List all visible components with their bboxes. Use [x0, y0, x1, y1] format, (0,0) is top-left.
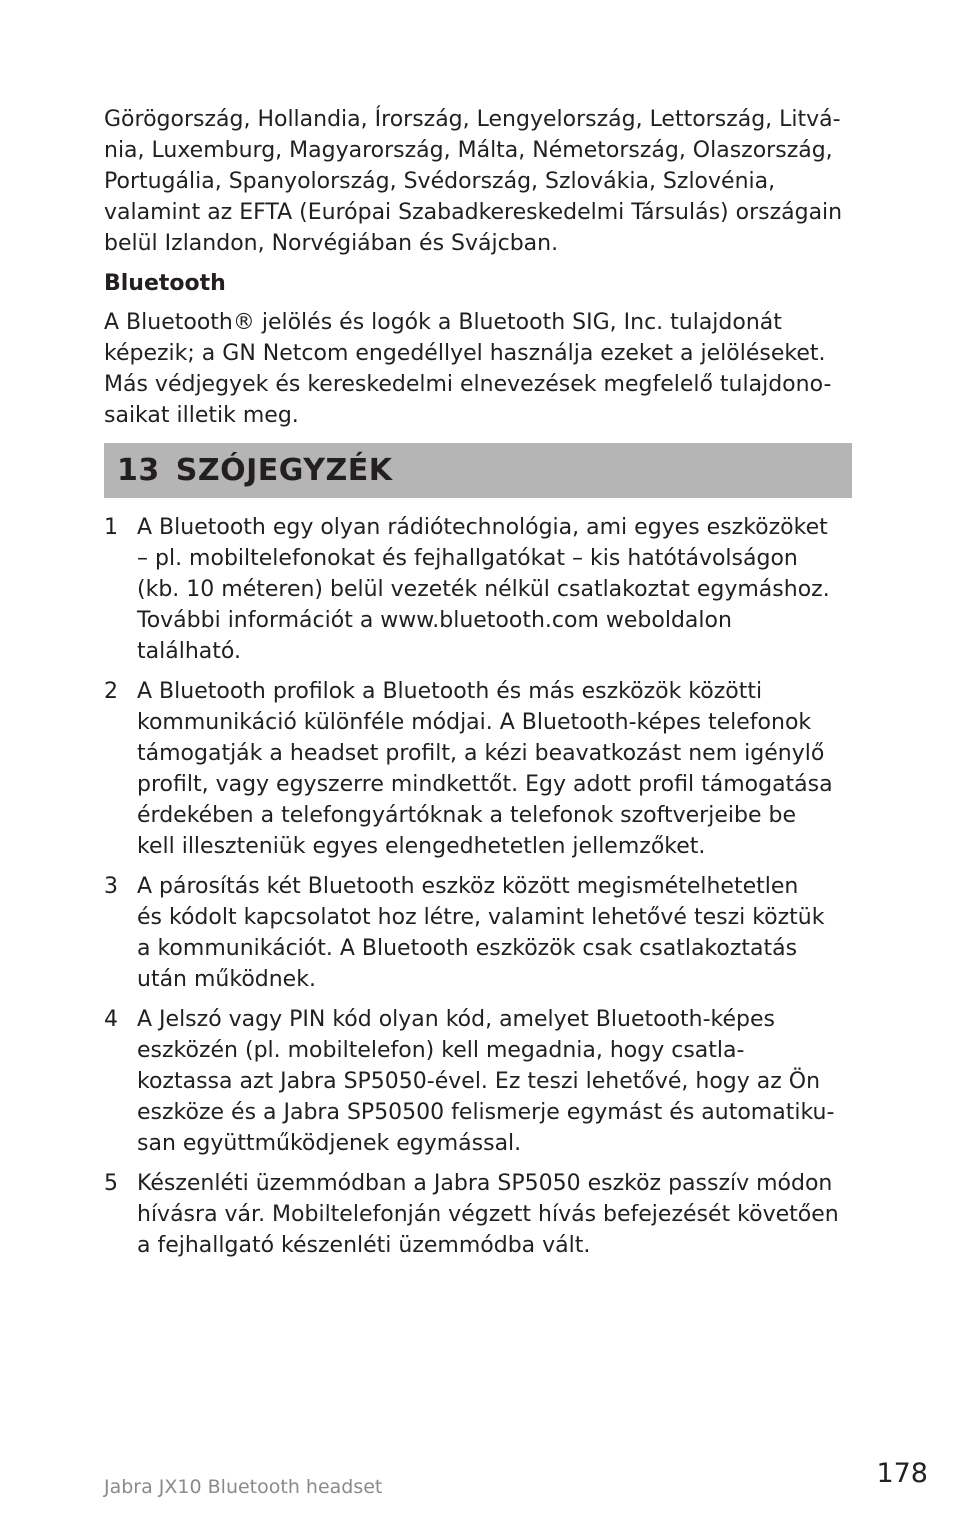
- glossary-line: (kb. 10 méteren) belül vezeték nélkül csatlakoztat egymáshoz.: [137, 577, 830, 602]
- glossary-line: A Bluetooth egy olyan rádiótechnológia, ami egyes eszközöket: [137, 515, 828, 540]
- glossary-line: profilt, vagy egyszerre mindkettőt. Egy adott profil támogatása: [137, 772, 833, 797]
- intro-line: Görögország, Hollandia, Írország, Lengyelország, Lettország, Litvá-: [104, 107, 841, 132]
- glossary-line: érdekében a telefongyártóknak a telefonok szoftverjeibe be: [137, 803, 796, 828]
- bluetooth-line: Más védjegyek és kereskedelmi elnevezések megfelelő tulajdono-: [104, 372, 832, 397]
- glossary-line: kell illeszteniük egyes elengedhetetlen jellemzőket.: [137, 834, 706, 859]
- glossary-item-text: [137, 871, 852, 995]
- bluetooth-heading: Bluetooth: [104, 271, 226, 296]
- intro-paragraph: [104, 104, 852, 259]
- glossary-item: [104, 871, 852, 995]
- intro-line: nia, Luxemburg, Magyarország, Málta, Németország, Olaszország,: [104, 138, 833, 163]
- glossary-line: További információt a www.bluetooth.com weboldalon: [137, 608, 732, 633]
- section-number: 13: [117, 453, 160, 488]
- glossary-item-text: [137, 676, 852, 862]
- glossary-line: támogatják a headset profilt, a kézi beavatkozást nem igénylő: [137, 741, 825, 766]
- glossary-item: [104, 676, 852, 862]
- glossary-line: található.: [137, 639, 241, 664]
- glossary-line: eszközén (pl. mobiltelefon) kell megadnia, hogy csatla-: [137, 1038, 745, 1063]
- intro-line: Portugália, Spanyolország, Svédország, Szlovákia, Szlovénia,: [104, 169, 776, 194]
- section-title: [117, 453, 392, 488]
- bluetooth-paragraph: [104, 307, 852, 431]
- glossary-line: A Jelszó vagy PIN kód olyan kód, amelyet Bluetooth-képes: [137, 1007, 775, 1032]
- bluetooth-line: saikat illetik meg.: [104, 403, 299, 428]
- page-number: 178: [876, 1458, 928, 1489]
- glossary-item: [104, 1004, 852, 1159]
- bluetooth-line: képezik; a GN Netcom engedéllyel használja ezeket a jelöléseket.: [104, 341, 826, 366]
- glossary-line: eszköze és a Jabra SP50500 felismerje egymást és automatiku-: [137, 1100, 835, 1125]
- glossary-line: Készenléti üzemmódban a Jabra SP5050 eszköz passzív módon: [137, 1171, 833, 1196]
- glossary-line: a fejhallgató készenléti üzemmódba vált.: [137, 1233, 591, 1258]
- intro-line: belül Izlandon, Norvégiában és Svájcban.: [104, 231, 559, 256]
- section-title-text: SZÓJEGYZÉK: [175, 453, 393, 488]
- glossary-item-text: [137, 1168, 852, 1261]
- glossary-line: a kommunikációt. A Bluetooth eszközök csak csatlakoztatás: [137, 936, 798, 961]
- glossary-line: és kódolt kapcsolatot hoz létre, valamint lehetővé teszi köztük: [137, 905, 825, 930]
- glossary-item-number: 1: [104, 515, 118, 540]
- glossary-line: – pl. mobiltelefonokat és fejhallgatókat – kis hatótávolságon: [137, 546, 798, 571]
- glossary-item-number: 2: [104, 679, 118, 704]
- glossary-item-number: 5: [104, 1171, 118, 1196]
- footer-product-name: Jabra JX10 Bluetooth headset: [104, 1476, 383, 1498]
- glossary-line: után működnek.: [137, 967, 316, 992]
- glossary-line: koztassa azt Jabra SP5050-ével. Ez teszi lehetővé, hogy az Ön: [137, 1069, 821, 1094]
- glossary-list: [104, 512, 852, 1261]
- glossary-item-number: 3: [104, 874, 118, 899]
- glossary-line: A Bluetooth profilok a Bluetooth és más eszközök közötti: [137, 679, 763, 704]
- glossary-line: san együttműködjenek egymással.: [137, 1131, 522, 1156]
- glossary-item-text: [137, 1004, 852, 1159]
- bluetooth-line: A Bluetooth® jelölés és logók a Bluetooth SIG, Inc. tulajdonát: [104, 310, 782, 335]
- glossary-item: [104, 512, 852, 667]
- glossary-line: A párosítás két Bluetooth eszköz között megismételhetetlen: [137, 874, 799, 899]
- glossary-line: hívásra vár. Mobiltelefonján végzett hívás befejezését követően: [137, 1202, 839, 1227]
- section-header-bar: [104, 443, 852, 498]
- glossary-item: [104, 1168, 852, 1261]
- intro-line: valamint az EFTA (Európai Szabadkereskedelmi Társulás) országain: [104, 200, 843, 225]
- page-content: [104, 104, 852, 1270]
- glossary-line: kommunikáció különféle módjai. A Bluetooth-képes telefonok: [137, 710, 812, 735]
- glossary-item-number: 4: [104, 1007, 118, 1032]
- glossary-item-text: [137, 512, 852, 667]
